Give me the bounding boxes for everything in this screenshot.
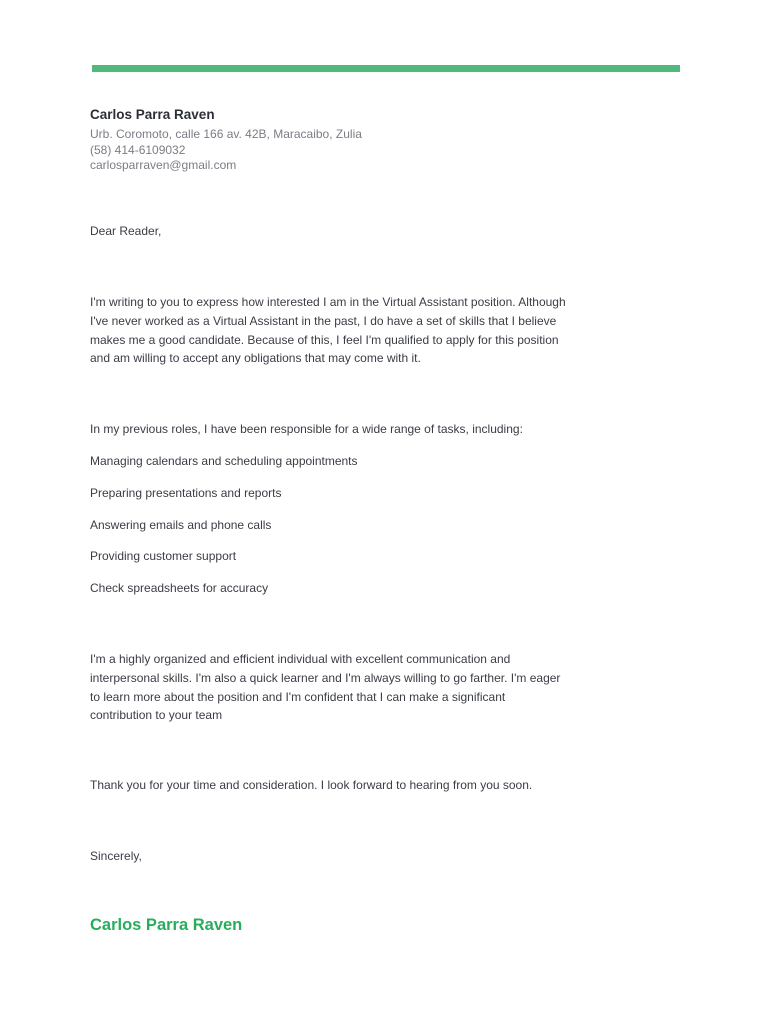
letter-closing: Sincerely, — [90, 849, 142, 863]
letter-paragraph-qualities: I'm a highly organized and efficient individual with excellent communication and interpersonal skills. I'm also a quick learner and I'm always willing to go farther. I'm eager to learn more about the position and I'm confident that I can make a significant contribution to your team — [90, 652, 561, 723]
header-accent-rule — [92, 65, 680, 72]
signature-name: Carlos Parra Raven — [90, 916, 243, 934]
task-list-item: Check spreadsheets for accuracy — [90, 581, 269, 596]
letter-greeting: Dear Reader, — [90, 224, 162, 238]
sender-phone: (58) 414-6109032 — [90, 142, 186, 157]
sender-name: Carlos Parra Raven — [90, 107, 215, 122]
task-list-item: Preparing presentations and reports — [90, 485, 282, 500]
sender-email: carlosparraven@gmail.com — [90, 158, 237, 172]
task-list — [90, 452, 570, 611]
task-list-intro: In my previous roles, I have been responsible for a wide range of tasks, including: — [90, 422, 523, 436]
task-list-item: Providing customer support — [90, 549, 237, 564]
letter-paragraph-intro: I'm writing to you to express how interested I am in the Virtual Assistant position. Although I've never worked as a Virtual Assistant in the past, I do have a set of skills that I believe makes me a good candidate. Because of this, I feel I'm qualified to apply for this position and am willing to accept any obligations that may come with it. — [90, 295, 566, 366]
sender-address: Urb. Coromoto, calle 166 av. 42B, Maracaibo, Zulia — [90, 127, 362, 141]
task-list-item: Answering emails and phone calls — [90, 517, 272, 532]
letter-paragraph-thanks: Thank you for your time and consideration. I look forward to hearing from you soon. — [90, 778, 533, 792]
task-list-item: Managing calendars and scheduling appointments — [90, 454, 358, 468]
sender-header — [90, 106, 650, 174]
